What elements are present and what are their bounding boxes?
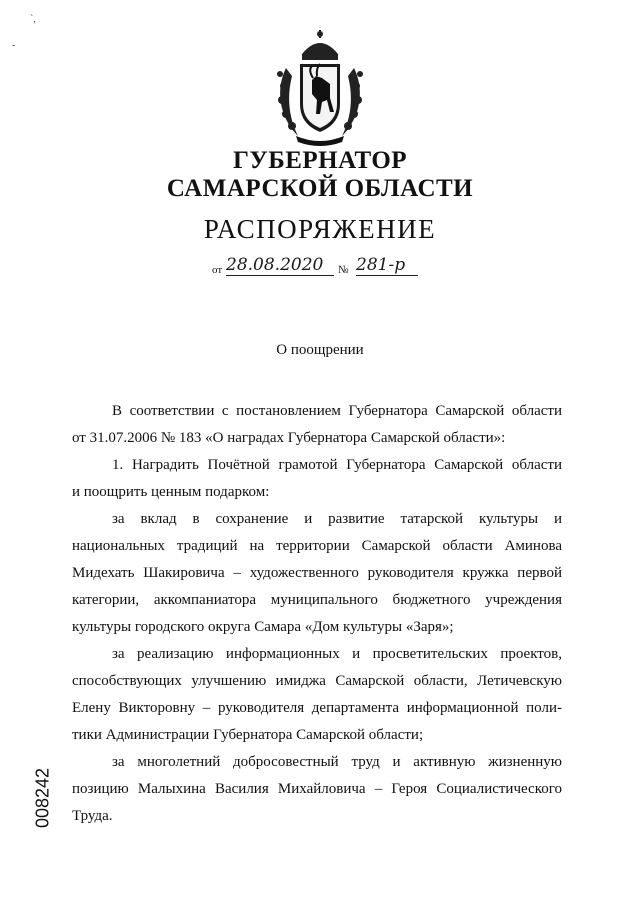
award-b-line: Елену Викторовну – руководителя департамента информационной поли- bbox=[72, 700, 562, 716]
intro-line: от 31.07.2006 № 183 «О наградах Губернатора Самарской области»: bbox=[72, 430, 506, 446]
date-number-line bbox=[212, 256, 432, 280]
date-from-label: от bbox=[212, 264, 223, 276]
governor-title-line1: ГУБЕРНАТОР bbox=[232, 147, 408, 174]
intro-line: В соответствии с постановлением Губернатора Самарской области bbox=[112, 403, 562, 419]
award-a-line: национальных традиций на территории Самарской области Аминова bbox=[72, 538, 562, 554]
item1-line: 1. Наградить Почётной грамотой Губернатора Самарской области bbox=[112, 457, 562, 473]
document-type-heading: РАСПОРЯЖЕНИЕ bbox=[203, 214, 437, 244]
document-date: 28.08.2020 bbox=[226, 255, 334, 276]
registration-number-text: 008242 bbox=[32, 767, 53, 829]
document-number: 281-р bbox=[356, 255, 418, 276]
subject-line: О поощрении bbox=[276, 342, 364, 358]
registration-number bbox=[28, 768, 58, 828]
award-c-line: за многолетний добросовестный труд и активную жизненную bbox=[112, 754, 562, 770]
award-b-line: тики Администрации Губернатора Самарской области; bbox=[72, 727, 424, 743]
award-c-line: позицию Малыхина Василия Михайловича – Героя Социалистического bbox=[72, 781, 562, 797]
item1-line: и поощрить ценным подарком: bbox=[72, 484, 270, 500]
award-c-line: Труда. bbox=[72, 808, 113, 824]
governor-title-line2: САМАРСКОЙ ОБЛАСТИ bbox=[166, 175, 474, 202]
scan-artifact-mark: `, bbox=[30, 14, 36, 25]
scan-artifact-mark: - bbox=[12, 40, 16, 51]
number-label: № bbox=[338, 264, 349, 276]
award-a-line: Мидехать Шакировича – художественного руководителя кружка первой bbox=[72, 565, 562, 581]
samara-coat-of-arms-icon bbox=[272, 28, 368, 150]
award-a-line: культуры городского округа Самара «Дом культуры «Заря»; bbox=[72, 619, 454, 635]
award-b-line: за реализацию информационных и просветительских проектов, bbox=[112, 646, 562, 662]
award-b-line: способствующих улучшению имиджа Самарской области, Летичевскую bbox=[72, 673, 562, 689]
award-a-line: категории, аккомпаниатора муниципального бюджетного учреждения bbox=[72, 592, 562, 608]
award-a-line: за вклад в сохранение и развитие татарской культуры и bbox=[112, 511, 562, 527]
